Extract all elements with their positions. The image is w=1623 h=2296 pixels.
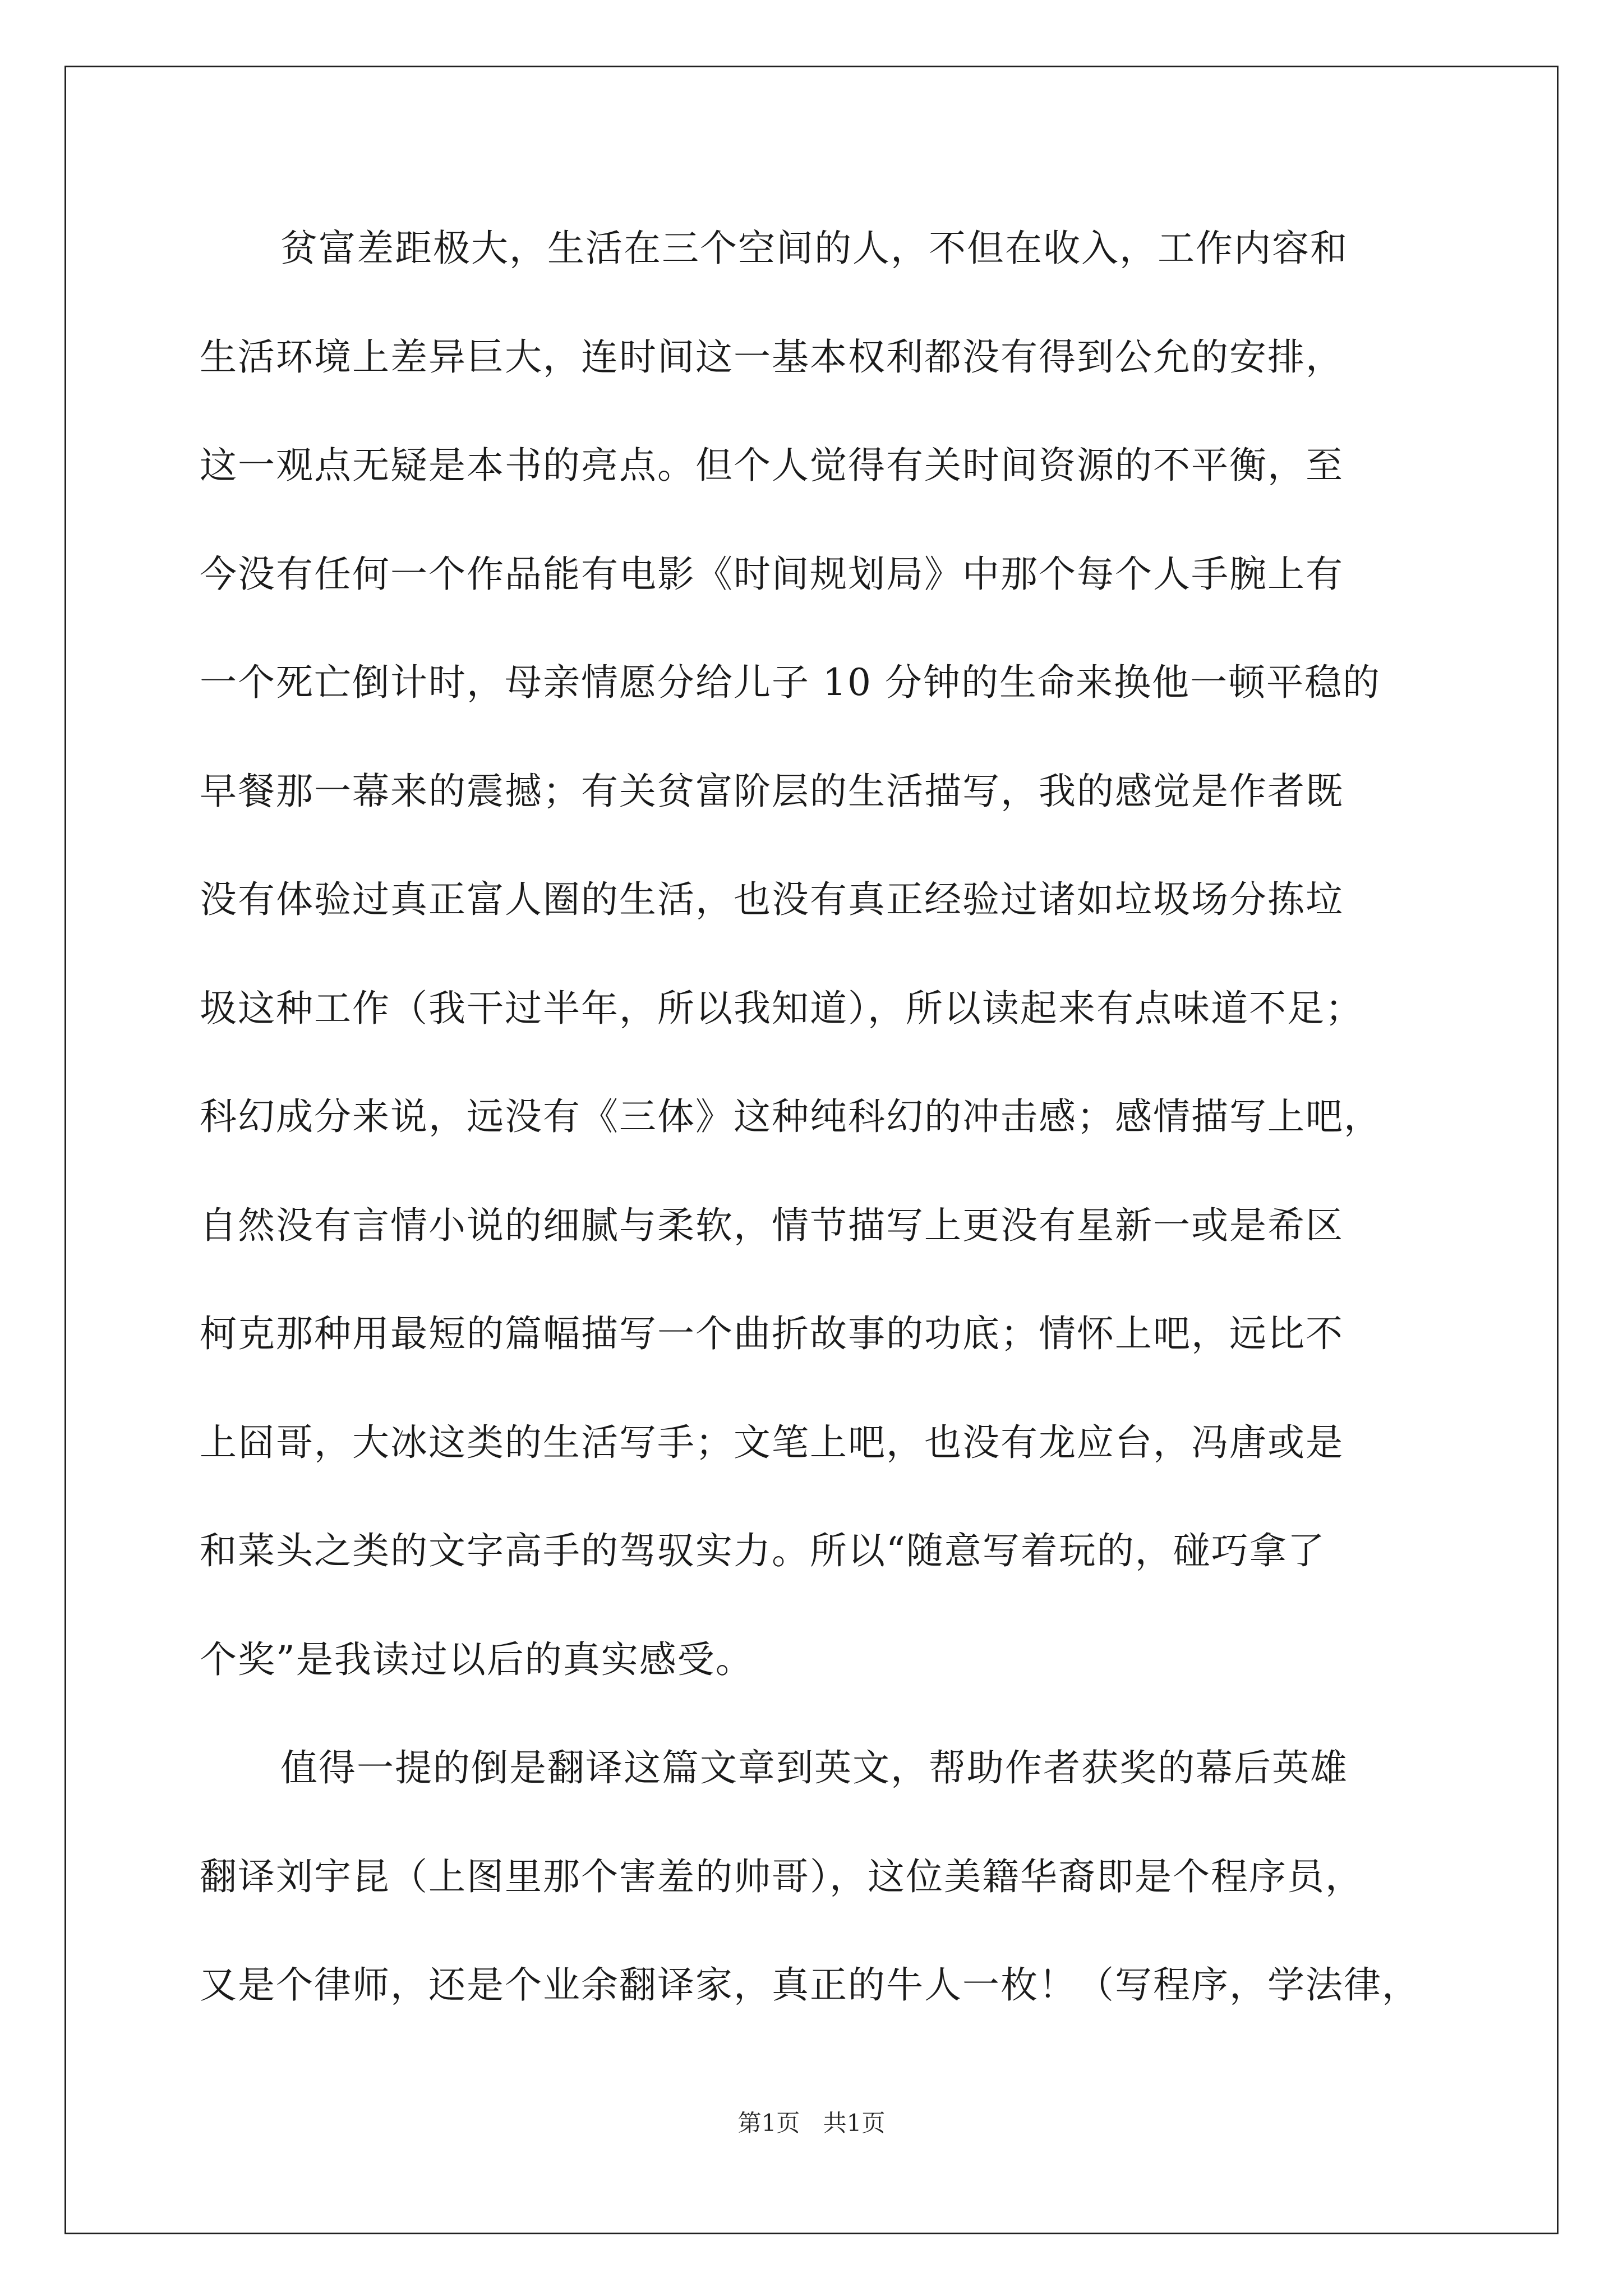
text-line: 今没有任何一个作品能有电影《时间规划局》中那个每个人手腕上有	[200, 553, 1344, 596]
text-line: 自然没有言情小说的细腻与柔软，情节描写上更没有星新一或是希区	[200, 1204, 1344, 1247]
text-line: 个奖”是我读过以后的真实感受。	[200, 1638, 754, 1681]
page-footer	[0, 2109, 1623, 2137]
text-line: 上囧哥，大冰这类的生活写手；文笔上吧，也没有龙应台，冯唐或是	[200, 1421, 1344, 1464]
page-total: 共1页	[823, 2109, 886, 2137]
text-line: 圾这种工作（我干过半年，所以我知道），所以读起来有点味道不足；	[200, 987, 1363, 1030]
text-line: 又是个律师，还是个业余翻译家，真正的牛人一枚！（写程序，学法律，	[200, 1963, 1420, 2007]
text-line: 这一观点无疑是本书的亮点。但个人觉得有关时间资源的不平衡，至	[200, 444, 1344, 487]
text-line: 早餐那一幕来的震撼；有关贫富阶层的生活描写，我的感觉是作者既	[200, 770, 1344, 813]
page-number: 第1页	[737, 2109, 800, 2137]
text-line: 生活环境上差异巨大，连时间这一基本权利都没有得到公允的安排，	[200, 335, 1344, 379]
text-line: 柯克那种用最短的篇幅描写一个曲折故事的功底；情怀上吧，远比不	[200, 1312, 1344, 1355]
text-line: 贫富差距极大，生活在三个空间的人，不但在收入，工作内容和	[280, 227, 1348, 270]
text-line: 没有体验过真正富人圈的生活，也没有真正经验过诸如垃圾场分拣垃	[200, 878, 1344, 921]
page-border	[64, 66, 1559, 2234]
text-line: 一个死亡倒计时，母亲情愿分给儿子 10 分钟的生命来换他一顿平稳的	[200, 661, 1381, 704]
text-line: 值得一提的倒是翻译这篇文章到英文，帮助作者获奖的幕后英雄	[280, 1746, 1348, 1789]
text-line: 翻译刘宇昆（上图里那个害羞的帅哥），这位美籍华裔即是个程序员，	[200, 1855, 1363, 1898]
text-line: 和菜头之类的文字高手的驾驭实力。所以“随意写着玩的，碰巧拿了	[200, 1529, 1326, 1572]
text-line: 科幻成分来说，远没有《三体》这种纯科幻的冲击感；感情描写上吧，	[200, 1095, 1382, 1138]
